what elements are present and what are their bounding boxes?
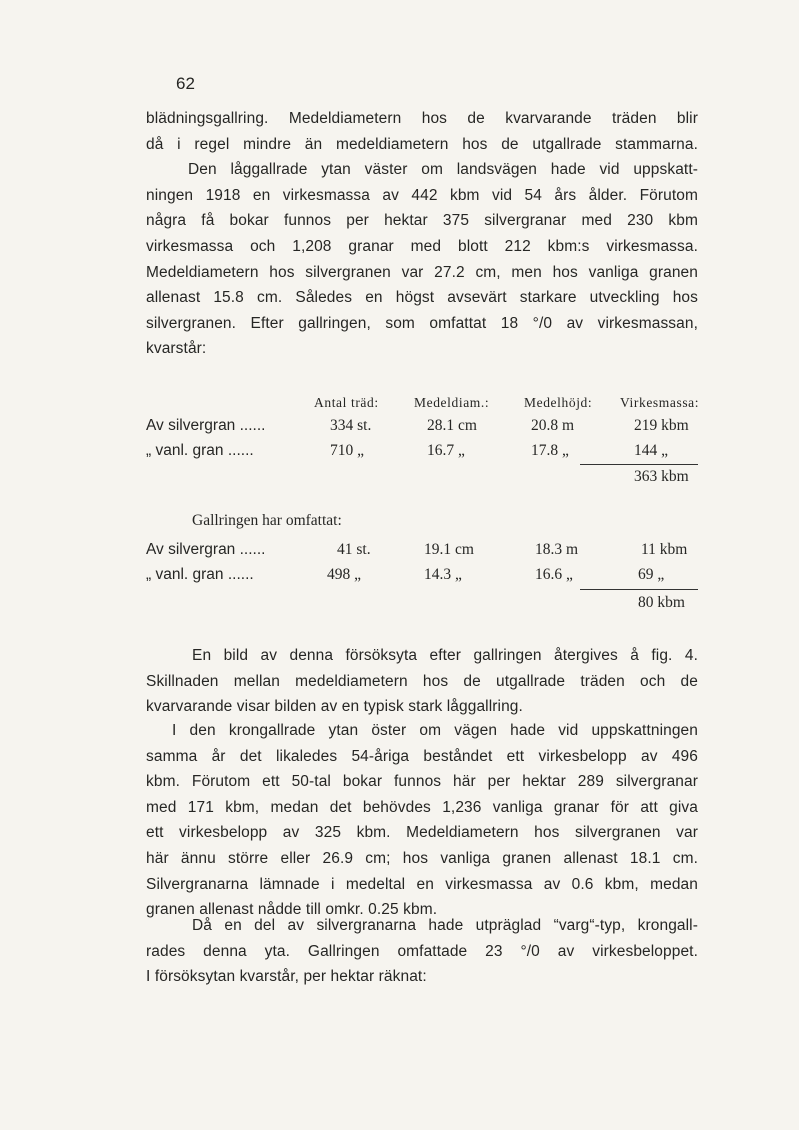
cell-virke: 144 „ [634, 442, 669, 459]
sum-rule [580, 589, 698, 590]
cell-antal: 710 „ [330, 442, 365, 459]
cell-hojd: 17.8 „ [531, 442, 569, 459]
cell-diam: 19.1 cm [424, 541, 474, 558]
text-line: I den krongallrade ytan öster om vägen hade vid uppskattningen [172, 722, 698, 739]
text-line: kbm. Förutom ett 50-tal bokar funnos här per hektar 289 silvergranar [146, 773, 698, 791]
text-line: samma år det likaledes 54-åriga beståndet ett virkesbelopp av 496 [146, 747, 698, 765]
text-line: ett virkesbelopp av 325 kbm. Medeldiametern hos silvergranen var [146, 824, 698, 842]
text-line: En bild av denna försöksyta efter gallringen återgives å fig. 4. [192, 647, 698, 664]
cell-diam: 16.7 „ [427, 442, 465, 459]
text-line: Medeldiametern hos silvergranen var 27.2 cm, men hos vanliga granen [146, 263, 698, 281]
cell-diam: 28.1 cm [427, 417, 477, 434]
text-line: virkesmassa och 1,208 granar med blott 212 kbm:s virkesmassa. [146, 237, 698, 255]
text-line: Då en del av silvergranarna hade utpräglad “varg“-typ, krongall- [192, 917, 698, 934]
paragraph-2 [146, 643, 698, 720]
column-header-diam: Medeldiam.: [414, 395, 490, 410]
paragraph-1 [146, 106, 698, 362]
text-line: här ännu större eller 26.9 cm; hos vanliga granen allenast 18.1 cm. [146, 849, 698, 867]
cell-virke: 11 kbm [641, 541, 688, 558]
cell-hojd: 18.3 m [535, 541, 579, 558]
total-virke: 80 kbm [638, 594, 685, 611]
text-line: med 171 kbm, medan det behövdes 1,236 vanliga granar för att giva [146, 798, 698, 816]
text-line: då i regel mindre än medeldiametern hos de utgallrade stammarna. [146, 135, 698, 153]
text-line: silvergranen. Efter gallringen, som omfattat 18 °/0 av virkesmassan, [146, 314, 698, 332]
text-line: rades denna yta. Gallringen omfattade 23 °/0 av virkesbeloppet. [146, 942, 698, 960]
row-label: Av silvergran ...... [146, 417, 266, 434]
text-line: några få bokar funnos per hektar 375 silvergranar med 230 kbm [146, 212, 698, 230]
cell-virke: 219 kbm [634, 417, 689, 434]
column-header-virke: Virkesmassa: [620, 395, 700, 410]
text-line: ningen 1918 en virkesmassa av 442 kbm vid 54 års ålder. Förutom [146, 186, 698, 204]
text-line: Silvergranarna lämnade i medeltal en virkesmassa av 0.6 kbm, medan [146, 875, 698, 893]
row-label: Av silvergran ...... [146, 541, 266, 558]
text-line: kvarstår: [146, 340, 207, 358]
cell-hojd: 20.8 m [531, 417, 575, 434]
sum-rule [580, 464, 698, 465]
text-line: I försöksytan kvarstår, per hektar räknat: [146, 968, 427, 986]
column-header-antal: Antal träd: [314, 395, 379, 410]
row-label: „ vanl. gran ...... [146, 442, 254, 459]
text-line: Skillnaden mellan medeldiametern hos de utgallrade träden och de [146, 672, 698, 690]
text-line: Den låggallrade ytan väster om landsvägen hade vid uppskatt- [188, 161, 698, 179]
table-heading: Gallringen har omfattat: [192, 512, 342, 529]
cell-hojd: 16.6 „ [535, 566, 573, 583]
cell-virke: 69 „ [638, 566, 665, 583]
text-line: blädningsgallring. Medeldiametern hos de kvarvarande träden blir [146, 110, 698, 127]
text-line: allenast 15.8 cm. Således en högst avsevärt starkare utveckling hos [146, 289, 698, 307]
paragraph-3 [146, 718, 698, 923]
text-line: granen allenast nådde till omkr. 0.25 kbm. [146, 901, 438, 919]
cell-antal: 41 st. [337, 541, 371, 558]
row-label: „ vanl. gran ...... [146, 566, 254, 583]
paragraph-4 [146, 913, 698, 990]
page-number: 62 [176, 74, 195, 93]
text-line: kvarvarande visar bilden av en typisk stark låggallring. [146, 698, 523, 716]
column-header-hojd: Medelhöjd: [524, 395, 593, 410]
cell-diam: 14.3 „ [424, 566, 462, 583]
total-virke: 363 kbm [634, 468, 689, 485]
cell-antal: 334 st. [330, 417, 372, 434]
cell-antal: 498 „ [327, 566, 362, 583]
